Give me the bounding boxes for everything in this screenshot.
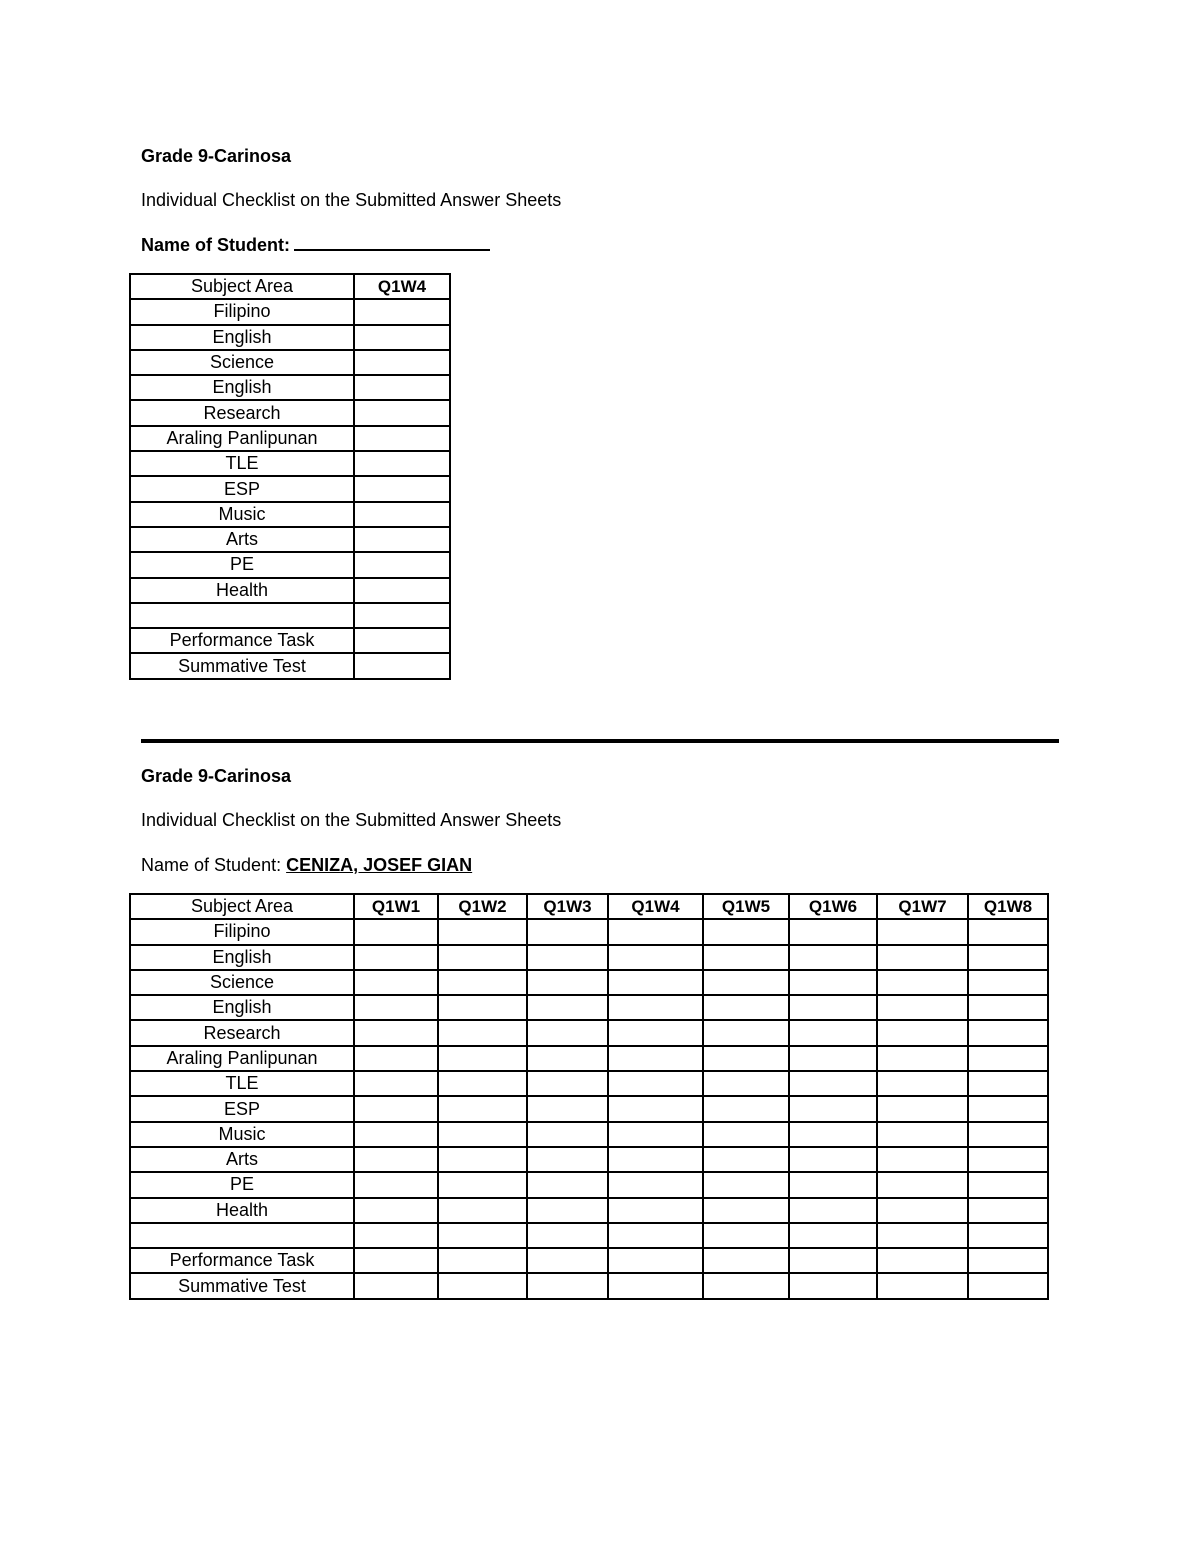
section-divider (141, 739, 1059, 743)
section1-name-blank-line (294, 233, 490, 251)
table-row (130, 325, 450, 350)
check-cell[interactable] (877, 945, 968, 970)
table-row (130, 1020, 1048, 1045)
check-cell[interactable] (354, 628, 450, 653)
check-cell[interactable] (354, 476, 450, 501)
check-cell[interactable] (354, 1020, 438, 1045)
check-cell[interactable] (354, 1198, 438, 1223)
week-header: Q1W6 (789, 894, 877, 919)
check-cell[interactable] (354, 1147, 438, 1172)
week-header: Q1W8 (968, 894, 1048, 919)
check-cell[interactable] (354, 603, 450, 628)
check-cell[interactable] (789, 1020, 877, 1045)
check-cell[interactable] (877, 970, 968, 995)
week-header: Q1W4 (354, 274, 450, 299)
check-cell[interactable] (527, 1046, 608, 1071)
check-cell[interactable] (438, 1273, 527, 1298)
check-cell[interactable] (354, 552, 450, 577)
check-cell[interactable] (703, 1273, 789, 1298)
subject-cell: Summative Test (130, 653, 354, 678)
check-cell[interactable] (703, 995, 789, 1020)
check-cell[interactable] (438, 970, 527, 995)
check-cell[interactable] (608, 1147, 703, 1172)
check-cell[interactable] (354, 653, 450, 678)
check-cell[interactable] (608, 995, 703, 1020)
table-row (130, 299, 450, 324)
check-cell[interactable] (527, 945, 608, 970)
check-cell[interactable] (527, 1223, 608, 1248)
subject-area-header: Subject Area (130, 894, 354, 919)
check-cell[interactable] (703, 945, 789, 970)
section2-name-label: Name of Student: (141, 855, 282, 875)
subject-cell: TLE (130, 451, 354, 476)
week-header: Q1W1 (354, 894, 438, 919)
subject-cell: Science (130, 970, 354, 995)
check-cell[interactable] (877, 1248, 968, 1273)
check-cell[interactable] (608, 1046, 703, 1071)
check-cell[interactable] (789, 1248, 877, 1273)
check-cell[interactable] (354, 1273, 438, 1298)
check-cell[interactable] (527, 1198, 608, 1223)
check-cell[interactable] (877, 1071, 968, 1096)
check-cell[interactable] (527, 970, 608, 995)
check-cell[interactable] (608, 919, 703, 944)
subject-cell: Research (130, 400, 354, 425)
table-row (130, 1172, 1048, 1197)
section1-checklist-table (129, 273, 451, 680)
table-row (130, 1273, 1048, 1298)
subject-cell: ESP (130, 1096, 354, 1121)
subject-cell: Arts (130, 527, 354, 552)
check-cell[interactable] (877, 919, 968, 944)
subject-cell: Arts (130, 1147, 354, 1172)
table-header-row (130, 894, 1048, 919)
check-cell[interactable] (789, 919, 877, 944)
subject-cell: Health (130, 1198, 354, 1223)
check-cell[interactable] (354, 1172, 438, 1197)
check-cell[interactable] (703, 1046, 789, 1071)
check-cell[interactable] (438, 1172, 527, 1197)
table-row (130, 995, 1048, 1020)
section1-name-row (141, 233, 490, 256)
check-cell[interactable] (438, 1147, 527, 1172)
section2-subtitle: Individual Checklist on the Submitted Answer Sheets (141, 810, 562, 830)
subject-cell: English (130, 995, 354, 1020)
table-row (130, 653, 450, 678)
check-cell[interactable] (527, 1122, 608, 1147)
subject-cell: English (130, 325, 354, 350)
subject-cell: PE (130, 552, 354, 577)
check-cell[interactable] (789, 995, 877, 1020)
check-cell[interactable] (703, 1071, 789, 1096)
check-cell[interactable] (703, 970, 789, 995)
section1-subtitle: Individual Checklist on the Submitted Answer Sheets (141, 190, 562, 210)
check-cell[interactable] (968, 1147, 1048, 1172)
check-cell[interactable] (789, 1122, 877, 1147)
table-row (130, 375, 450, 400)
check-cell[interactable] (354, 1248, 438, 1273)
check-cell[interactable] (877, 1020, 968, 1045)
subject-cell: Science (130, 350, 354, 375)
check-cell[interactable] (438, 945, 527, 970)
subject-cell: TLE (130, 1071, 354, 1096)
check-cell[interactable] (608, 1273, 703, 1298)
section2-checklist-table (129, 893, 1049, 1300)
subject-cell: Music (130, 502, 354, 527)
check-cell[interactable] (703, 1096, 789, 1121)
check-cell[interactable] (968, 1248, 1048, 1273)
week-header: Q1W5 (703, 894, 789, 919)
subject-cell: English (130, 375, 354, 400)
check-cell[interactable] (354, 1096, 438, 1121)
subject-cell (130, 1223, 354, 1248)
check-cell[interactable] (354, 527, 450, 552)
check-cell[interactable] (789, 1147, 877, 1172)
check-cell[interactable] (608, 1223, 703, 1248)
week-header: Q1W4 (608, 894, 703, 919)
check-cell[interactable] (527, 1273, 608, 1298)
subject-cell: Araling Panlipunan (130, 1046, 354, 1071)
check-cell[interactable] (354, 1122, 438, 1147)
check-cell[interactable] (968, 1273, 1048, 1298)
check-cell[interactable] (354, 578, 450, 603)
check-cell[interactable] (703, 919, 789, 944)
section1-grade-heading: Grade 9-Carinosa (141, 146, 292, 166)
check-cell[interactable] (354, 426, 450, 451)
check-cell[interactable] (968, 1020, 1048, 1045)
check-cell[interactable] (968, 919, 1048, 944)
table-row (130, 350, 450, 375)
check-cell[interactable] (354, 451, 450, 476)
subject-cell: English (130, 945, 354, 970)
check-cell[interactable] (608, 1248, 703, 1273)
check-cell[interactable] (354, 299, 450, 324)
check-cell[interactable] (438, 919, 527, 944)
subject-cell: Summative Test (130, 1273, 354, 1298)
check-cell[interactable] (608, 1172, 703, 1197)
table-row (130, 603, 450, 628)
check-cell[interactable] (608, 1096, 703, 1121)
section2-name-row (141, 854, 472, 876)
check-cell[interactable] (438, 1248, 527, 1273)
check-cell[interactable] (354, 1071, 438, 1096)
check-cell[interactable] (968, 1223, 1048, 1248)
table-row (130, 1096, 1048, 1121)
table-row (130, 1071, 1048, 1096)
check-cell[interactable] (789, 1046, 877, 1071)
check-cell[interactable] (877, 1223, 968, 1248)
check-cell[interactable] (527, 1071, 608, 1096)
table-row (130, 1147, 1048, 1172)
check-cell[interactable] (438, 1071, 527, 1096)
check-cell[interactable] (968, 1198, 1048, 1223)
check-cell[interactable] (438, 1223, 527, 1248)
table-row (130, 919, 1048, 944)
check-cell[interactable] (789, 1223, 877, 1248)
check-cell[interactable] (438, 1046, 527, 1071)
subject-cell: Health (130, 578, 354, 603)
check-cell[interactable] (877, 1122, 968, 1147)
check-cell[interactable] (608, 1071, 703, 1096)
check-cell[interactable] (527, 1020, 608, 1045)
check-cell[interactable] (968, 1046, 1048, 1071)
check-cell[interactable] (527, 995, 608, 1020)
check-cell[interactable] (789, 1198, 877, 1223)
week-header: Q1W3 (527, 894, 608, 919)
section1-name-label: Name of Student: (141, 235, 291, 255)
check-cell[interactable] (354, 970, 438, 995)
check-cell[interactable] (877, 1046, 968, 1071)
check-cell[interactable] (968, 1096, 1048, 1121)
table-header-row (130, 274, 450, 299)
check-cell[interactable] (354, 502, 450, 527)
check-cell[interactable] (703, 1122, 789, 1147)
check-cell[interactable] (703, 1248, 789, 1273)
check-cell[interactable] (354, 945, 438, 970)
subject-cell: PE (130, 1172, 354, 1197)
table-row (130, 1223, 1048, 1248)
table-row (130, 1046, 1048, 1071)
subject-cell: Music (130, 1122, 354, 1147)
table-row (130, 476, 450, 501)
check-cell[interactable] (354, 1046, 438, 1071)
subject-cell: Performance Task (130, 628, 354, 653)
subject-cell (130, 603, 354, 628)
check-cell[interactable] (703, 1223, 789, 1248)
check-cell[interactable] (877, 995, 968, 1020)
check-cell[interactable] (354, 375, 450, 400)
subject-cell: Performance Task (130, 1248, 354, 1273)
check-cell[interactable] (703, 1020, 789, 1045)
check-cell[interactable] (789, 1071, 877, 1096)
check-cell[interactable] (438, 1020, 527, 1045)
check-cell[interactable] (527, 1147, 608, 1172)
check-cell[interactable] (354, 400, 450, 425)
table-row (130, 552, 450, 577)
check-cell[interactable] (703, 1172, 789, 1197)
check-cell[interactable] (789, 1172, 877, 1197)
week-header: Q1W7 (877, 894, 968, 919)
check-cell[interactable] (527, 1172, 608, 1197)
table-row (130, 527, 450, 552)
check-cell[interactable] (968, 970, 1048, 995)
check-cell[interactable] (608, 1020, 703, 1045)
table-row (130, 1122, 1048, 1147)
week-header: Q1W2 (438, 894, 527, 919)
check-cell[interactable] (527, 1096, 608, 1121)
check-cell[interactable] (968, 1172, 1048, 1197)
check-cell[interactable] (789, 1096, 877, 1121)
subject-cell: Research (130, 1020, 354, 1045)
check-cell[interactable] (608, 1198, 703, 1223)
check-cell[interactable] (877, 1096, 968, 1121)
check-cell[interactable] (703, 1198, 789, 1223)
check-cell[interactable] (608, 970, 703, 995)
table-row (130, 628, 450, 653)
table-row (130, 578, 450, 603)
table-row (130, 451, 450, 476)
student-name: CENIZA, JOSEF GIAN (286, 855, 473, 875)
subject-cell: ESP (130, 476, 354, 501)
check-cell[interactable] (354, 995, 438, 1020)
check-cell[interactable] (968, 945, 1048, 970)
check-cell[interactable] (438, 995, 527, 1020)
check-cell[interactable] (438, 1122, 527, 1147)
check-cell[interactable] (608, 945, 703, 970)
table-row (130, 426, 450, 451)
check-cell[interactable] (789, 970, 877, 995)
check-cell[interactable] (527, 919, 608, 944)
check-cell[interactable] (877, 1147, 968, 1172)
table-row (130, 400, 450, 425)
table-row (130, 502, 450, 527)
check-cell[interactable] (354, 350, 450, 375)
check-cell[interactable] (968, 1071, 1048, 1096)
table-row (130, 1198, 1048, 1223)
subject-cell: Filipino (130, 299, 354, 324)
check-cell[interactable] (703, 1147, 789, 1172)
check-cell[interactable] (608, 1122, 703, 1147)
check-cell[interactable] (789, 1273, 877, 1298)
check-cell[interactable] (438, 1096, 527, 1121)
table-row (130, 945, 1048, 970)
check-cell[interactable] (354, 919, 438, 944)
check-cell[interactable] (354, 325, 450, 350)
subject-area-header: Subject Area (130, 274, 354, 299)
section2-grade-heading: Grade 9-Carinosa (141, 766, 292, 786)
subject-cell: Araling Panlipunan (130, 426, 354, 451)
table-row (130, 970, 1048, 995)
check-cell[interactable] (789, 945, 877, 970)
check-cell[interactable] (968, 1122, 1048, 1147)
check-cell[interactable] (354, 1223, 438, 1248)
check-cell[interactable] (968, 995, 1048, 1020)
subject-cell: Filipino (130, 919, 354, 944)
check-cell[interactable] (438, 1198, 527, 1223)
table-row (130, 1248, 1048, 1273)
check-cell[interactable] (527, 1248, 608, 1273)
check-cell[interactable] (877, 1172, 968, 1197)
check-cell[interactable] (877, 1198, 968, 1223)
check-cell[interactable] (877, 1273, 968, 1298)
